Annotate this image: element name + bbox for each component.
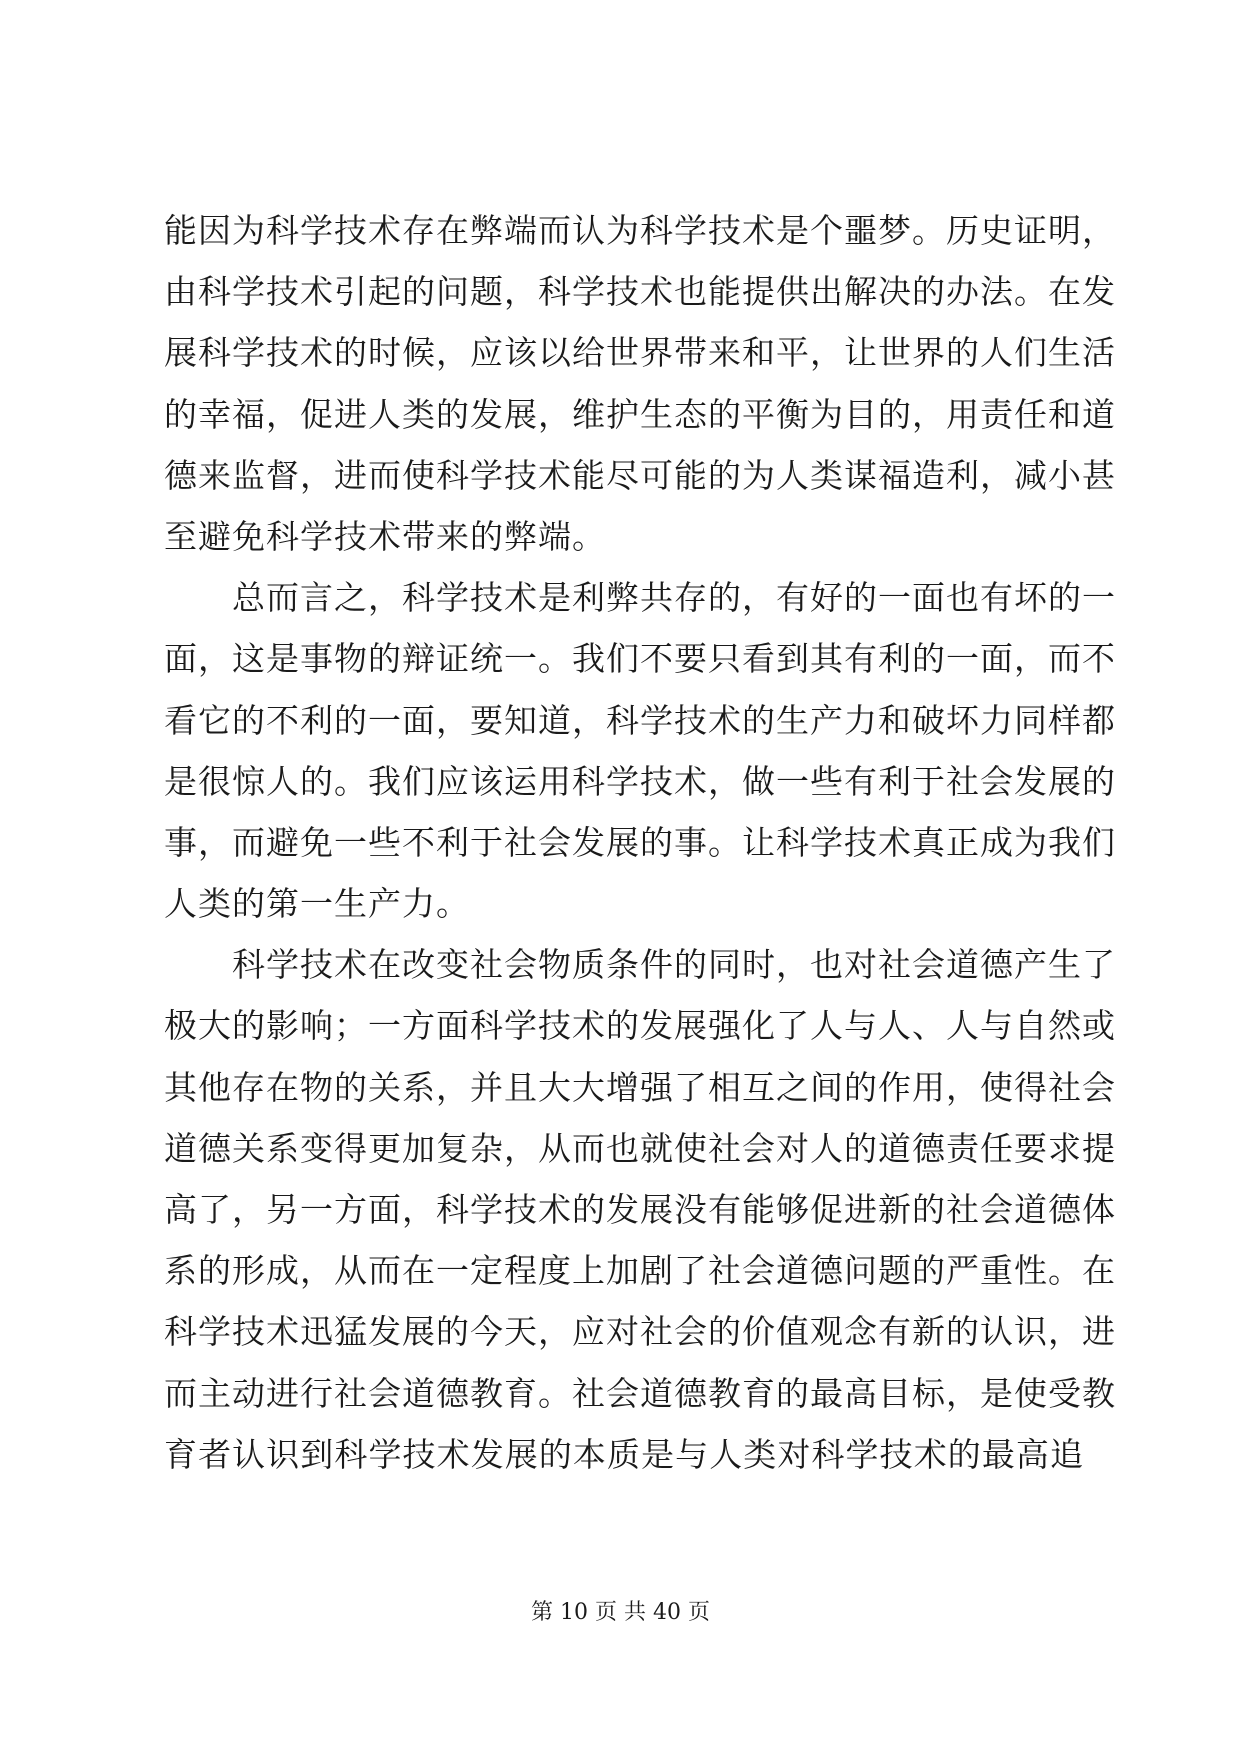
text-line: 至避免科学技术带来的弊端。	[164, 516, 606, 556]
text-line: 系的形成，从而在一定程度上加剧了社会道德问题的严重性。在	[164, 1251, 1116, 1291]
text-line: 极大的影响；一方面科学技术的发展强化了人与人、人与自然或	[164, 1006, 1116, 1046]
page-number-footer: 第 10 页 共 40 页	[531, 1600, 710, 1625]
text-line: 育者认识到科学技术发展的本质是与人类对科学技术的最高追	[164, 1434, 1084, 1474]
text-line: 由科学技术引起的问题，科学技术也能提供出解决的办法。在发	[164, 272, 1116, 312]
text-line: 面，这是事物的辩证统一。我们不要只看到其有利的一面，而不	[164, 639, 1116, 679]
text-line: 事，而避免一些不利于社会发展的事。让科学技术真正成为我们	[164, 822, 1116, 862]
text-line: 其他存在物的关系，并且大大增强了相互之间的作用，使得社会	[164, 1067, 1116, 1107]
text-line: 道德关系变得更加复杂，从而也就使社会对人的道德责任要求提	[164, 1128, 1116, 1168]
text-line: 展科学技术的时候，应该以给世界带来和平，让世界的人们生活	[164, 333, 1116, 373]
text-line: 人类的第一生产力。	[164, 884, 470, 924]
text-line: 的幸福，促进人类的发展，维护生态的平衡为目的，用责任和道	[164, 394, 1116, 434]
paragraph-start-line: 科学技术在改变社会物质条件的同时，也对社会道德产生了	[232, 945, 1116, 985]
text-line: 看它的不利的一面，要知道，科学技术的生产力和破坏力同样都	[164, 700, 1116, 740]
text-line: 而主动进行社会道德教育。社会道德教育的最高目标，是使受教	[164, 1373, 1116, 1413]
body-text	[164, 200, 1116, 1485]
text-line: 德来监督，进而使科学技术能尽可能的为人类谋福造利，减小甚	[164, 455, 1116, 495]
text-line: 高了，另一方面，科学技术的发展没有能够促进新的社会道德体	[164, 1190, 1116, 1229]
text-line: 科学技术迅猛发展的今天，应对社会的价值观念有新的认识，进	[164, 1312, 1116, 1352]
paragraph-start-line: 总而言之，科学技术是利弊共存的，有好的一面也有坏的一	[232, 578, 1116, 618]
text-line: 能因为科学技术存在弊端而认为科学技术是个噩梦。历史证明，	[164, 211, 1116, 250]
text-line: 是很惊人的。我们应该运用科学技术，做一些有利于社会发展的	[164, 761, 1116, 801]
